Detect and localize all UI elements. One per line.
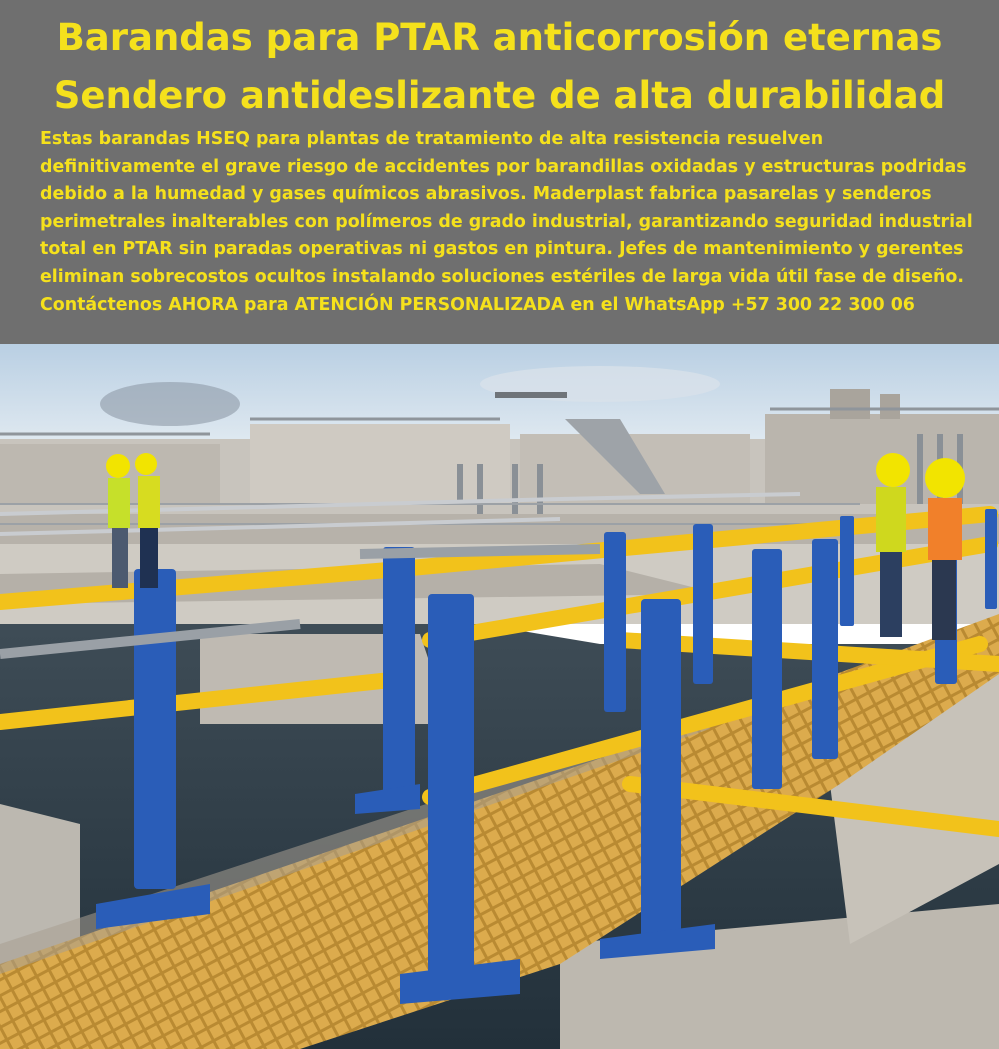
description-line: eliminan sobrecostos ocultos instalando soluciones estériles de larga vida útil fase de diseño. [40,266,964,287]
contact-line: Contáctenos AHORA para ATENCIÓN PERSONALIZADA en el WhatsApp +57 300 22 300 06 [40,294,915,315]
headline-line-1: Barandas para PTAR anticorrosión eternas [56,16,943,59]
description-line: debido a la humedad y gases químicos abrasivos. Maderplast fabrica pasarelas y senderos [40,184,932,205]
description-line: definitivamente el grave riesgo de accidentes por barandillas oxidadas y estructuras podridas [40,156,967,177]
description-paragraph [40,126,980,319]
description-line: Estas barandas HSEQ para plantas de tratamiento de alta resistencia resuelven [40,129,824,149]
headline-line-2: Sendero antideslizante de alta durabilidad [53,74,946,117]
headline-banner [0,0,999,344]
description-line: total en PTAR sin paradas operativas ni gastos en pintura. Jefes de mantenimiento y gerentes [40,239,964,260]
walkway-photo [0,344,999,1049]
description-line: perimetrales inalterables con polímeros de grado industrial, garantizando seguridad industrial [40,211,973,232]
